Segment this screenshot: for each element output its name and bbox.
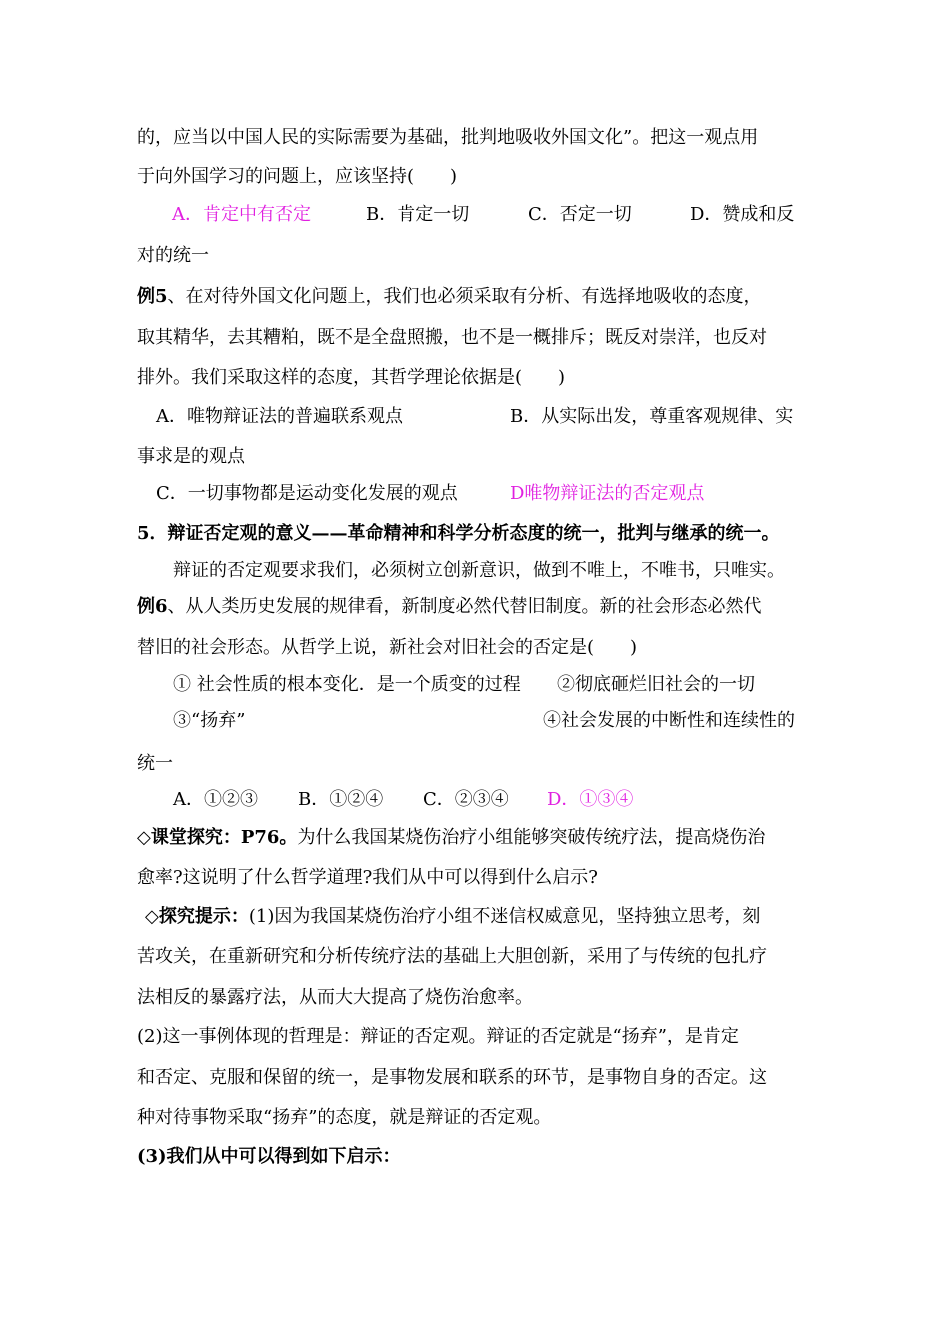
question-stem: 于向外国学习的问题上，应该坚持( ) [137, 166, 458, 187]
options-row [0, 203, 950, 227]
hint-para-2-line-1: (2)这一事例体现的哲理是：辩证的否定观。辩证的否定就是“扬弃”，是肯定 [137, 1026, 739, 1047]
example-6-option-a: A．①②③ [173, 789, 258, 810]
hint-para-2-line-3: 种对待事物采取“扬弃”的态度，就是辩证的否定观。 [137, 1107, 552, 1128]
hint-para-3-heading: (3)我们从中可以得到如下启示： [137, 1146, 401, 1167]
example-5-option-c: C．一切事物都是运动变化发展的观点 [156, 483, 458, 504]
explore-line-1 [137, 826, 765, 850]
section-5-heading: 5．辩证否定观的意义——革命精神和科学分析态度的统一，批判与继承的统一。 [137, 523, 780, 544]
example-5-text: 、在对待外国文化问题上，我们也必须采取有分析、有选择地吸收的态度， [167, 286, 762, 307]
example-6-items-row-2 [0, 709, 950, 733]
example-6-line-2: 替旧的社会形态。从哲学上说，新社会对旧社会的否定是( ) [137, 637, 638, 658]
example-6-item-3: ③“扬弃” [173, 710, 246, 731]
example-5-option-b-continued: 事求是的观点 [137, 446, 245, 467]
example-6-text: 、从人类历史发展的规律看，新制度必然代替旧制度。新的社会形态必然代 [167, 596, 762, 617]
example-5-option-a: A．唯物辩证法的普遍联系观点 [156, 406, 403, 427]
example-5-line-1 [137, 285, 762, 309]
hint-line-3: 法相反的暴露疗法，从而大大提高了烧伤治愈率。 [137, 987, 533, 1008]
example-5-options-row-2 [0, 482, 950, 506]
section-5-body: 辩证的否定观要求我们，必须树立创新意识，做到不唯上，不唯书，只唯实。 [173, 560, 785, 581]
example-5-label: 例5 [137, 286, 168, 307]
option-d-continued: 对的统一 [137, 245, 209, 266]
hint-heading: ◇探究提示： [145, 906, 249, 927]
example-5-option-d-answer: D唯物辩证法的否定观点 [510, 483, 705, 504]
explore-line-2: 愈率?这说明了什么哲学道理?我们从中可以得到什么启示? [137, 867, 598, 888]
example-6-option-b: B．①②④ [298, 789, 384, 810]
example-6-option-d-answer: D．①③④ [547, 789, 634, 810]
explore-heading: ◇课堂探究：P76。 [137, 827, 298, 848]
hint-text: (1)因为我国某烧伤治疗小组不迷信权威意见，坚持独立思考，刻 [248, 906, 761, 927]
option-b: B．肯定一切 [366, 204, 470, 225]
example-5-option-b: B．从实际出发，尊重客观规律、实 [510, 406, 794, 427]
example-6-label: 例6 [137, 596, 168, 617]
text-line: 的，应当以中国人民的实际需要为基础，批判地吸收外国文化”。把这一观点用 [137, 127, 759, 148]
example-5-line-2: 取其精华，去其糟粕，既不是全盘照搬，也不是一概排斥；既反对崇洋，也反对 [137, 327, 767, 348]
option-d: D．赞成和反 [690, 204, 795, 225]
hint-line-1 [145, 905, 760, 929]
hint-line-2: 苦攻关，在重新研究和分析传统疗法的基础上大胆创新，采用了与传统的包扎疗 [137, 946, 767, 967]
option-a-answer: A．肯定中有否定 [172, 204, 311, 225]
example-6-items-row-1 [0, 673, 950, 697]
example-6-line-1 [137, 595, 762, 619]
example-6-option-c: C．②③④ [423, 789, 509, 810]
example-6-item-4: ④社会发展的中断性和连续性的 [543, 710, 795, 731]
example-6-item-2: ②彻底砸烂旧社会的一切 [557, 674, 755, 695]
example-6-item-1: ① 社会性质的根本变化．是一个质变的过程 [173, 674, 521, 695]
example-6-options-row [0, 788, 950, 812]
example-5-options-row-1 [0, 405, 950, 429]
option-c: C．否定一切 [528, 204, 632, 225]
hint-para-2-line-2: 和否定、克服和保留的统一，是事物发展和联系的环节，是事物自身的否定。这 [137, 1067, 767, 1088]
example-6-item-4-continued: 统一 [137, 753, 173, 774]
explore-text: 为什么我国某烧伤治疗小组能够突破传统疗法，提高烧伤治 [297, 827, 766, 848]
example-5-line-3: 排外。我们采取这样的态度，其哲学理论依据是( ) [137, 367, 566, 388]
